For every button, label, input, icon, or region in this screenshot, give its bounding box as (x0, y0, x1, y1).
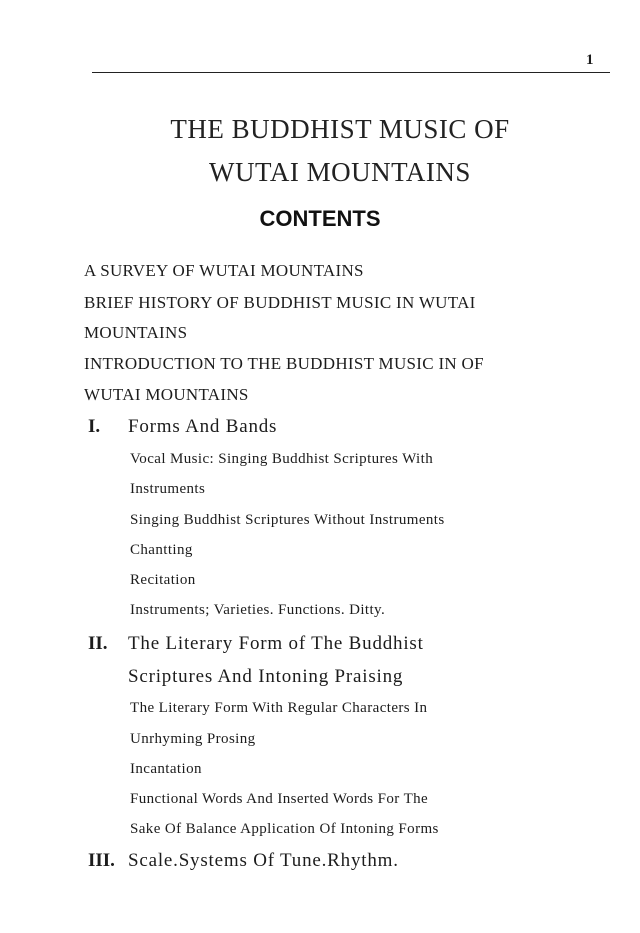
toc-entry-introduction-cont: WUTAI MOUNTAINS (84, 385, 249, 404)
book-title-line-2: WUTAI MOUNTAINS (209, 157, 471, 187)
section-title-3: Scale.Systems Of Tune.Rhythm. (128, 850, 399, 871)
section-title-2: The Literary Form of The Buddhist (128, 633, 424, 654)
section-title-1: Forms And Bands (128, 416, 278, 437)
subentry: Sake Of Balance Application Of Intoning Forms (130, 821, 439, 837)
toc-entry-history: BRIEF HISTORY OF BUDDHIST MUSIC IN WUTAI (84, 293, 476, 312)
subentry: Vocal Music: Singing Buddhist Scriptures With (130, 451, 434, 467)
subentry: Functional Words And Inserted Words For The (130, 791, 429, 807)
subentry: Instruments; Varieties. Functions. Ditty. (130, 602, 386, 618)
section-number-1: I. (88, 416, 101, 437)
header-rule (92, 72, 610, 73)
subentry: Incantation (130, 761, 202, 777)
book-title-line-1: THE BUDDHIST MUSIC OF (170, 114, 510, 144)
section-number-3: III. (88, 850, 115, 871)
contents-heading: CONTENTS (259, 206, 381, 231)
toc-entry-survey: A SURVEY OF WUTAI MOUNTAINS (84, 261, 364, 280)
subentry: Recitation (130, 572, 196, 588)
subentry: Unrhyming Prosing (130, 731, 256, 747)
toc-entry-introduction: INTRODUCTION TO THE BUDDHIST MUSIC IN OF (84, 354, 484, 373)
subentry: Instruments (130, 481, 206, 497)
section-title-2-cont: Scriptures And Intoning Praising (128, 666, 404, 687)
subentry: Chantting (130, 542, 193, 558)
toc-entry-history-cont: MOUNTAINS (84, 323, 188, 342)
subentry: The Literary Form With Regular Characters In (130, 700, 428, 716)
page-number: 1 (586, 52, 594, 68)
section-number-2: II. (88, 633, 108, 654)
subentry: Singing Buddhist Scriptures Without Instruments (130, 512, 445, 528)
